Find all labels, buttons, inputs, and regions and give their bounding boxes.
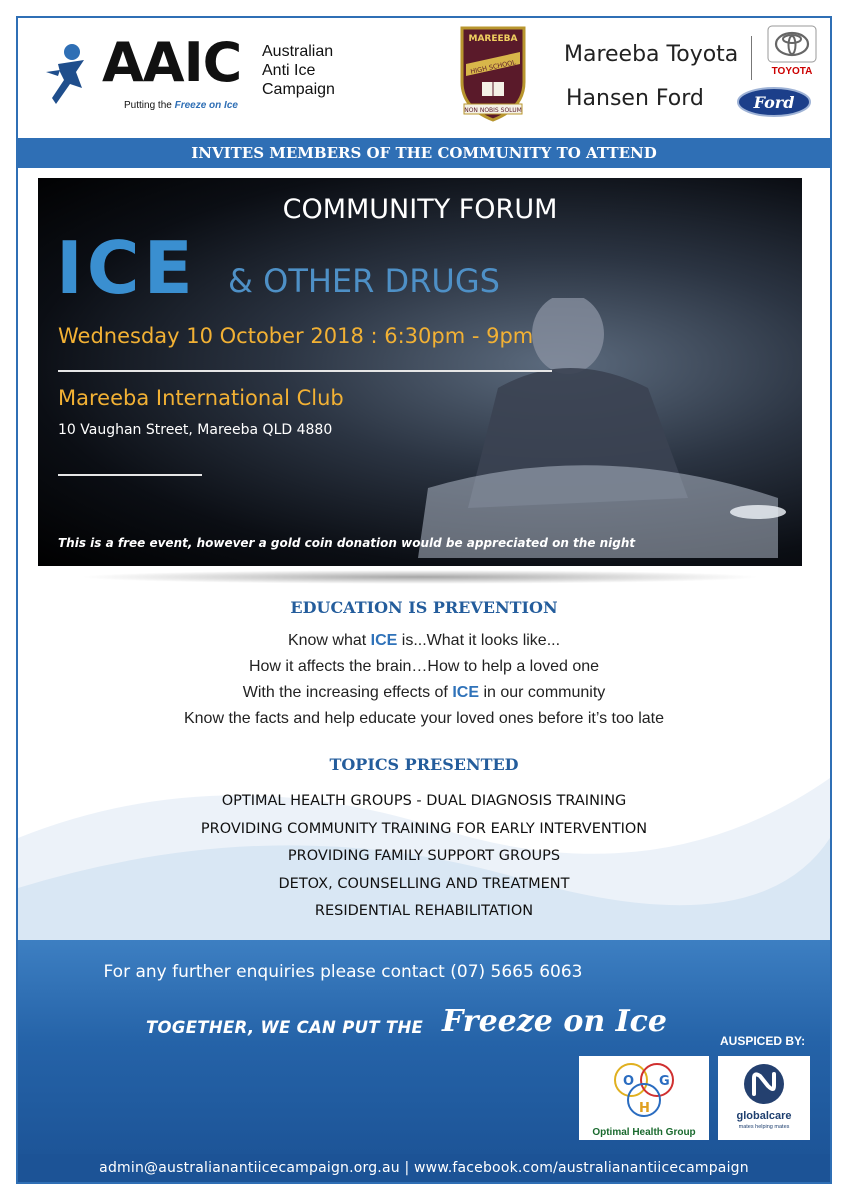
event-address: 10 Vaughan Street, Mareeba QLD 4880	[58, 422, 333, 438]
contact-links-bar[interactable]: admin@australianantiicecampaign.org.au | www.facebook.com/australianantiicecampaign	[18, 1154, 830, 1182]
svg-text:O: O	[623, 1074, 635, 1089]
topics-heading: TOPICS PRESENTED	[329, 755, 519, 774]
education-text: Know what ICE is...What it looks like... How it affects the brain…How to help a loved one With the increasing effects of ICE in our community Know the facts and help educate your loved ones before it’s too late	[183, 632, 665, 727]
globalcare-label: globalcare	[736, 1110, 792, 1122]
divider-line	[58, 370, 552, 372]
sponsor-divider	[751, 36, 752, 80]
sponsor-toyota: Mareeba Toyota	[564, 42, 739, 67]
event-venue: Mareeba International Club	[58, 386, 344, 410]
aaic-logo-text: AAIC	[102, 31, 242, 94]
globalcare-icon	[718, 1056, 810, 1110]
contact-text: For any further enquiries please contact (07) 5665 6063	[103, 962, 583, 982]
toyota-wordmark: TOYOTA	[771, 66, 813, 77]
forum-title: COMMUNITY FORUM	[282, 194, 558, 225]
toyota-logo-icon	[762, 24, 822, 64]
svg-text:MAREEBA: MAREEBA	[468, 34, 518, 44]
school-crest	[458, 24, 528, 124]
topic-item: OPTIMAL HEALTH GROUPS - DUAL DIAGNOSIS TRAINING	[221, 793, 627, 809]
svg-text:Ford: Ford	[753, 93, 795, 112]
topic-item: PROVIDING COMMUNITY TRAINING FOR EARLY INTERVENTION	[200, 820, 648, 837]
svg-text:HIGH SCHOOL: HIGH SCHOOL	[469, 58, 517, 76]
banner-shadow	[78, 570, 762, 584]
aaic-figure-icon	[36, 42, 100, 112]
globalcare-sub: mates helping mates	[738, 1124, 790, 1130]
aaic-full-name: Australian Anti Ice Campaign	[262, 43, 335, 98]
free-event-note: This is a free event, however a gold coin donation would be appreciated on the night	[58, 536, 636, 550]
svg-text:H: H	[639, 1101, 650, 1116]
ohg-label: Optimal Health Group	[592, 1127, 696, 1138]
globalcare-logo	[718, 1056, 810, 1140]
auspiced-label: AUSPICED BY:	[720, 1034, 806, 1048]
invite-banner: INVITES MEMBERS OF THE COMMUNITY TO ATTEND	[18, 138, 830, 168]
other-drugs-heading: & OTHER DRUGS	[228, 262, 500, 300]
ice-heading: ICE	[56, 226, 197, 310]
footer	[18, 940, 830, 1168]
event-banner	[38, 178, 802, 566]
event-date: Wednesday 10 October 2018 : 6:30pm - 9pm	[58, 324, 534, 348]
header	[18, 18, 830, 134]
sponsor-ford: Hansen Ford	[566, 86, 704, 111]
topic-item: PROVIDING FAMILY SUPPORT GROUPS	[287, 848, 561, 864]
divider-line-short	[58, 474, 202, 476]
education-heading: EDUCATION IS PREVENTION	[290, 598, 558, 617]
freeze-on-ice-slogan: Freeze on Ice	[442, 1004, 667, 1039]
svg-text:G: G	[659, 1074, 670, 1089]
ford-logo-icon	[736, 86, 812, 118]
topic-item: DETOX, COUNSELLING AND TREATMENT	[278, 875, 570, 892]
topic-item: RESIDENTIAL REHABILITATION	[314, 903, 534, 919]
optimal-health-group-logo	[579, 1056, 709, 1140]
flyer	[16, 16, 832, 1184]
svg-text:NON NOBIS SOLUM: NON NOBIS SOLUM	[464, 107, 522, 114]
topics-list	[18, 788, 830, 926]
ohg-circles-icon	[579, 1056, 709, 1126]
together-slogan: TOGETHER, WE CAN PUT THE	[146, 1018, 424, 1037]
aaic-tagline: Putting the Freeze on Ice	[124, 100, 238, 111]
